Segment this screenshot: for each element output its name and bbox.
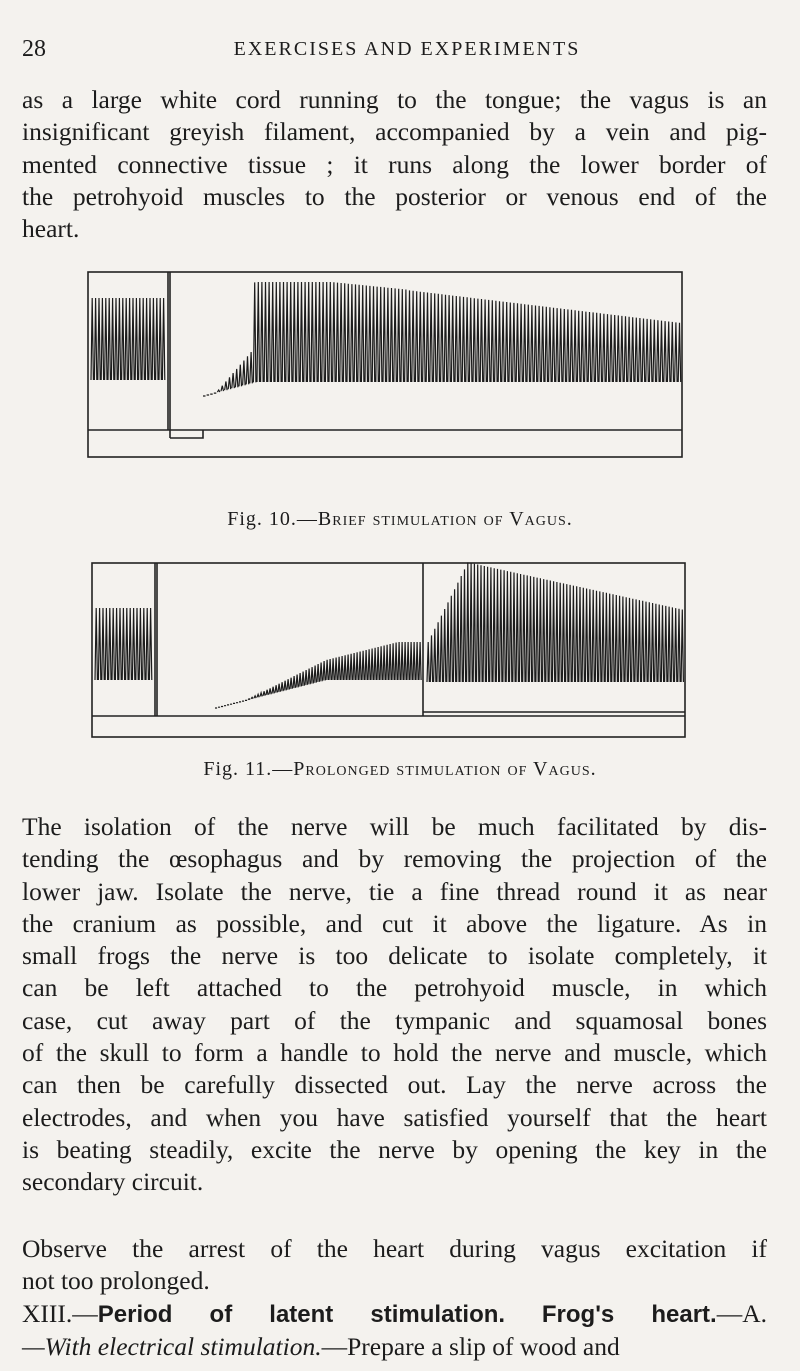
section-heading: Period of latent stimulation. [97, 1301, 506, 1328]
running-title: EXERCISES AND EXPERIMENTS [233, 38, 581, 60]
text-line: heart. [22, 214, 80, 244]
running-header [22, 36, 792, 66]
fig10-stimulus-step [170, 430, 203, 438]
text-line: can be left attached to the petrohyoid muscle, in which [22, 973, 767, 1003]
section-italic-start: —With electrical stimulation. [22, 1332, 322, 1362]
text-line: is beating steadily, excite the nerve by opening the key in the [22, 1134, 767, 1164]
section-text-start: —Prepare a slip of wood and [321, 1332, 620, 1362]
text-line: the petrohyoid muscles to the posterior or venous end of the [22, 181, 767, 211]
section-xiii [22, 1298, 767, 1364]
figure-10-caption [0, 508, 800, 531]
paragraph-observe [22, 1233, 767, 1298]
text-line: as a large white cord running to the tongue; the vagus is an [22, 85, 767, 114]
paragraph-vagus-description [22, 84, 767, 245]
heartbeat-trace [95, 608, 152, 680]
figure-11-title: —Prolonged stimulation of Vagus. [272, 758, 597, 780]
text-line: not too prolonged. [22, 1266, 210, 1296]
figure-10-tracing [85, 268, 690, 468]
paragraph-isolation [22, 811, 767, 1199]
text-line: Observe the arrest of the heart during vagus excitation if [22, 1234, 767, 1263]
text-line: The isolation of the nerve will be much facilitated by dis- [22, 812, 767, 841]
figure-11-caption [0, 758, 800, 781]
text-line: small frogs the nerve is too delicate to isolate completely, it [22, 941, 767, 971]
text-line: secondary circuit. [22, 1167, 204, 1197]
section-number: XIII.— [22, 1299, 98, 1328]
figure-11-tracing [85, 560, 690, 770]
text-line: lower jaw. Isolate the nerve, tie a fine thread round it as near [22, 876, 767, 906]
text-line: case, cut away part of the tympanic and squamosal bones [22, 1005, 767, 1035]
text-line: mented connective tissue ; it runs along the lower border of [22, 149, 767, 179]
text-line: of the skull to form a handle to hold the nerve and muscle, which [22, 1038, 767, 1068]
section-sub-label: —A. [716, 1299, 767, 1328]
heartbeat-trace [203, 282, 681, 396]
page-number: 28 [22, 36, 46, 62]
figure-11-label: Fig. 11. [203, 758, 273, 780]
heartbeat-trace [91, 298, 165, 380]
section-subject: Frog's heart. [541, 1301, 717, 1328]
text-line: insignificant greyish filament, accompanied by a vein and pig- [22, 117, 767, 147]
text-line: the cranium as possible, and cut it above the ligature. As in [22, 908, 767, 938]
heartbeat-trace [215, 642, 421, 708]
text-line: tending the œsophagus and by removing the projection of the [22, 844, 767, 874]
figure-10-label: Fig. 10. [227, 508, 297, 530]
text-line: can then be carefully dissected out. Lay the nerve across the [22, 1070, 767, 1100]
heartbeat-trace [427, 562, 683, 682]
figure-10-title: —Brief stimulation of Vagus. [296, 508, 573, 530]
text-line: electrodes, and when you have satisfied yourself that the heart [22, 1102, 767, 1132]
